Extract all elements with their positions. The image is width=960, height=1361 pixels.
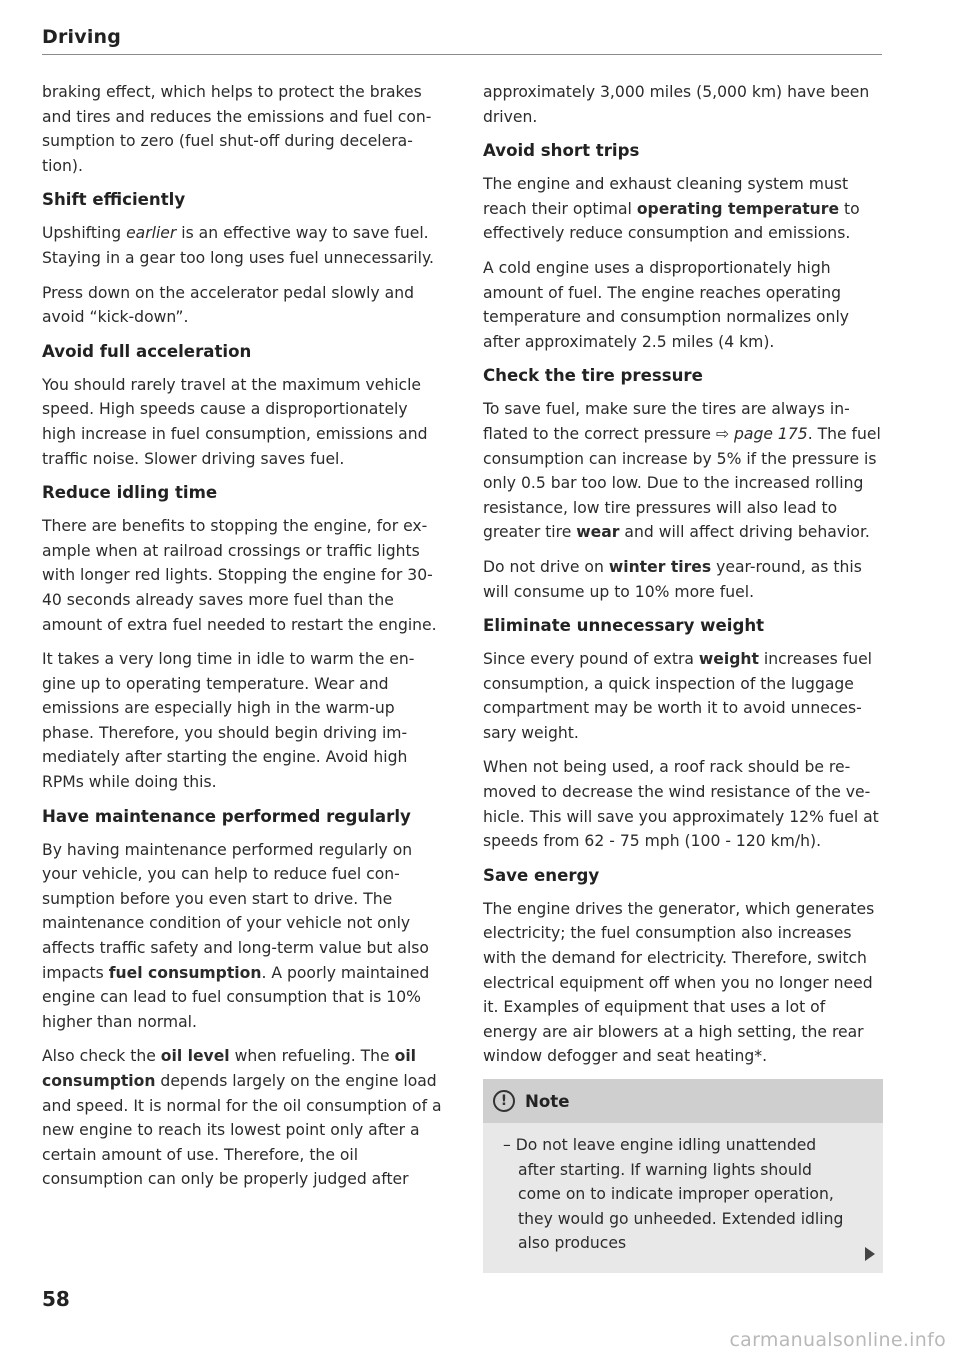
note-box — [483, 1079, 883, 1273]
bold-text: winter tires — [608, 557, 712, 576]
note-header — [483, 1079, 883, 1123]
section-header: Driving — [42, 26, 122, 48]
text-run: Since every pound of extra — [483, 650, 699, 669]
text-run: year-round, as this will consume up to 10% more fuel. — [483, 557, 862, 601]
watermark: carmanualsonline.info — [729, 1329, 946, 1351]
text-run: increases fuel consumption, a quick inspection of the luggage compartment may be worth it to avoid unnecessary weight. — [483, 650, 872, 742]
paragraph: There are benefits to stopping the engine, for example when at railroad crossings or traffic lights with longer red lights. Stopping the engine for 30-40 seconds already saves more fuel than the amount of extra fuel needed to restart the engine. — [42, 517, 437, 634]
heading-check-tire-pressure: Check the tire pressure — [483, 366, 703, 386]
paragraph — [42, 1044, 442, 1192]
paragraph: braking effect, which helps to protect the brakes and tires and reduces the emissions and fuel consumption to zero (fuel shut-off during deceleration). — [42, 83, 432, 175]
exclamation-circle-icon: ! — [493, 1090, 515, 1112]
bold-text: oil level — [160, 1047, 230, 1066]
text-run: and will affect driving behavior. — [619, 523, 870, 542]
paragraph — [483, 397, 883, 545]
page-reference-link[interactable]: ⇨ page 175 — [715, 424, 808, 443]
text-run: is an effective way to save fuel. Staying in a gear too long uses fuel unnecessarily. — [42, 224, 434, 267]
bold-text: wear — [576, 523, 620, 542]
right-column — [483, 80, 883, 1273]
paragraph — [42, 838, 442, 1035]
bold-text: weight — [698, 650, 759, 669]
paragraph: It takes a very long time in idle to warm the engine up to operating temperature. Wear and emissions are especially high in the warm-up phase. Therefore, you should begin driving immediately after starting the engine. Avoid high RPMs while doing this. — [42, 650, 415, 792]
bold-text: operating temperature — [636, 199, 840, 218]
bold-text: fuel consumption — [108, 963, 262, 982]
heading-shift-efficiently: Shift efficiently — [42, 190, 186, 210]
text-run: to effectively reduce consumption and emissions. — [483, 199, 860, 243]
paragraph: Press down on the accelerator pedal slowly and avoid “kick-down”. — [42, 283, 415, 327]
note-body — [483, 1123, 883, 1273]
note-title: Note — [525, 1091, 570, 1111]
paragraph: The engine drives the generator, which generates electricity; the fuel consumption also increases with the demand for electricity. Therefore, switch electrical equipment off when you no longer need it. Examples of equipment that uses a lot of energy are air blowers at a high setting, the rear window defogger and seat heating*. — [483, 899, 875, 1066]
note-list-item: – Do not leave engine idling unattended after starting. If warning lights should come on to indicate improper operation, they would go unheeded. Extended idling also produces — [503, 1136, 844, 1253]
text-run: when refueling. The — [229, 1047, 395, 1066]
heading-maintenance: Have maintenance performed regularly — [42, 806, 411, 826]
continue-arrow-icon — [865, 1247, 875, 1261]
text-run: The engine and exhaust cleaning system must reach their optimal — [483, 175, 849, 218]
paragraph — [483, 647, 883, 745]
heading-eliminate-weight: Eliminate unnecessary weight — [483, 616, 765, 636]
bold-text: oil consumption — [42, 1047, 417, 1090]
emphasis-text: earlier — [126, 224, 177, 243]
text-run: Also check the — [42, 1047, 161, 1066]
text-run: Do not drive on — [483, 557, 609, 576]
paragraph — [483, 555, 883, 604]
paragraph: A cold engine uses a disproportionately high amount of fuel. The engine reaches operating temperature and consumption normalizes only after approximately 2.5 miles (4 km). — [483, 258, 850, 351]
heading-reduce-idling-time: Reduce idling time — [42, 483, 218, 503]
header-divider — [42, 54, 882, 55]
paragraph — [42, 221, 442, 270]
heading-avoid-short-trips: Avoid short trips — [483, 141, 640, 161]
text-run: Upshifting — [42, 224, 127, 243]
paragraph: approximately 3,000 miles (5,000 km) have been driven. — [483, 83, 870, 126]
text-run: To save fuel, make sure the tires are always inflated to the correct pressure — [483, 400, 850, 443]
heading-save-energy: Save energy — [483, 865, 600, 885]
left-column — [42, 80, 442, 1202]
paragraph: When not being used, a roof rack should be removed to decrease the wind resistance of the vehicle. This will save you approximately 12% fuel at speeds from 62 - 75 mph (100 - 120 km/h). — [483, 758, 879, 851]
text-run: depends largely on the engine load and speed. It is normal for the oil consumption of a new engine to reach its lowest point only after a certain amount of use. Therefore, the oil consumption can only be properly judged after — [42, 1072, 442, 1189]
paragraph — [483, 172, 883, 246]
text-run: . A poorly maintained engine can lead to fuel consumption that is 10% higher than normal. — [42, 963, 430, 1031]
paragraph: You should rarely travel at the maximum vehicle speed. High speeds cause a disproportionately high increase in fuel consumption, emissions and traffic noise. Slower driving saves fuel. — [42, 375, 428, 468]
text-run: By having maintenance performed regularly on your vehicle, you can help to reduce fuel consumption before you even start to drive. The maintenance condition of your vehicle not only affects traffic safety and long-term value but also impacts — [42, 840, 429, 982]
heading-avoid-full-acceleration: Avoid full acceleration — [42, 341, 252, 361]
text-run: . The fuel consumption can increase by 5% if the pressure is only 0.5 bar too low. Due to the increased rolling resistance, low tire pressures will also lead to greater tire — [483, 424, 881, 542]
page-number: 58 — [42, 1287, 70, 1311]
